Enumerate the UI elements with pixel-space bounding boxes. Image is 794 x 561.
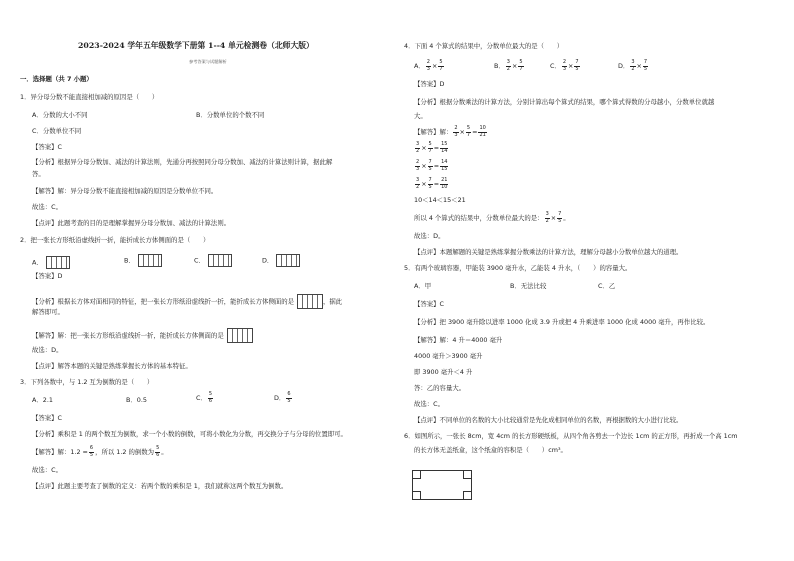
q1-option-a: A．分数的大小不同 <box>32 111 88 119</box>
q1-choose: 故选：C。 <box>32 203 63 211</box>
q3-solution: 【解答】解：1.2 = $\frac{6}{5}$ ，所以 1.2 的倒数为 $\frac{5}{6}$ 。 <box>32 445 168 458</box>
q2-answer: 【答案】D <box>32 272 63 280</box>
cut-corner <box>412 491 421 500</box>
q4-solution: 【解答】解： $\frac{2}{3}$ × $\frac{5}{7}$ = $\frac{10}{21}$ <box>414 125 486 138</box>
q6-stem-cont: 的长方体无盖纸盒，这个纸盒的容积是（ ）cm³。 <box>414 446 567 454</box>
q3-comment: 【点评】此题主要考查了倒数的定义：若两个数的乘积是 1，我们就称这两个数互为倒数。 <box>32 482 288 490</box>
cut-corner <box>463 491 472 500</box>
q3-option-d: D． $\frac{6}{5}$ <box>274 391 291 404</box>
folded-paper-icon-analysis <box>297 294 323 309</box>
q5-stem: 5．有两个玻璃容器，甲能装 3900 毫升水，乙能装 4 升水，（ ）的容量大。 <box>404 264 632 272</box>
q3-option-b: B．0.5 <box>126 396 147 404</box>
cut-corner <box>412 470 421 479</box>
cut-corner <box>463 470 472 479</box>
q2-option-d: D． <box>262 254 300 267</box>
q2-option-a: A． <box>32 256 70 269</box>
q2-analysis: 【分析】根据长方体对面相同的特征，把一张长方形纸沿虚线折一折，能折成长方体侧面的是 ，据此 <box>32 294 342 309</box>
q1-solution: 【解答】解：异分母分数不能直接相加减的原因是分数单位不同。 <box>32 187 218 195</box>
q4-analysis-cont: 大。 <box>414 112 427 120</box>
q1-option-c: C．分数单位不同 <box>32 127 82 135</box>
q6-stem: 6．如图所示，一张长 8cm，宽 4cm 的长方形硬纸板，从四个角各剪去一个边长 1cm 的正方形，再折成一个高 1cm <box>404 432 738 440</box>
q4-choose: 故选：D。 <box>414 232 445 240</box>
q5-option-a: A．甲 <box>414 282 432 290</box>
q3-option-a: A．2.1 <box>32 396 53 404</box>
cardboard-figure <box>412 470 472 500</box>
q1-analysis-cont: 答。 <box>32 170 45 178</box>
q1-analysis: 【分析】根据异分母分数加、减法的计算法则，先通分再按照同分母分数加、减法的计算法则计算，据此解 <box>32 158 333 166</box>
q5-comment: 【点评】不同单位的名数的大小比较通常是先化成相同单位的名数，再根据数的大小进行比较。 <box>414 416 683 424</box>
q5-step-2: 4000 毫升＞3900 毫升 <box>414 352 483 360</box>
section-heading: 一．选择题（共 7 小题） <box>20 75 93 83</box>
folded-paper-icon-d <box>276 254 300 267</box>
document-title: 2023-2024 学年五年级数学下册第 1--4 单元检测卷（北师大版） <box>78 41 314 50</box>
q1-option-b: B．分数单位的个数不同 <box>196 111 265 119</box>
q4-line-b: $\frac{3}{2}$ × $\frac{5}{7}$ = $\frac{15}{14}$ <box>416 141 448 154</box>
left-column <box>14 0 394 561</box>
q4-option-a: A． $\frac{2}{3}$ × $\frac{5}{7}$ <box>414 59 443 72</box>
q4-line-c: $\frac{2}{3}$ × $\frac{7}{5}$ = $\frac{14}{15}$ <box>416 159 448 172</box>
q2-solution: 【解答】解：把一张长方形纸沿虚线折一折，能折成长方体侧面的是 <box>32 328 253 343</box>
q4-option-b: B． $\frac{3}{2}$ × $\frac{5}{7}$ <box>494 59 523 72</box>
document-subtitle: 参考答案与试题解析 <box>189 59 227 64</box>
q5-solution: 【解答】解：4 升＝4000 毫升 <box>414 336 503 344</box>
q5-answer: 【答案】C <box>414 300 445 308</box>
q2-option-c: C． <box>194 254 232 267</box>
q4-option-d: D． $\frac{3}{2}$ × $\frac{7}{5}$ <box>618 59 648 72</box>
q4-compare: 10＜14＜15＜21 <box>414 196 466 204</box>
q5-option-b: B．无法比较 <box>510 282 547 290</box>
q3-choose: 故选：C。 <box>32 466 63 474</box>
q4-analysis: 【分析】根据分数乘法的计算方法，分别计算出每个算式的结果，哪个算式得数的分母越小，分数单位就越 <box>414 98 715 106</box>
q1-comment: 【点评】此题考查的目的是理解掌握异分母分数加、减法的计算法则。 <box>32 219 231 227</box>
q2-stem: 2．把一张长方形纸沿虚线折一折，能折成长方体侧面的是（ ） <box>20 236 210 244</box>
q5-option-c: C．乙 <box>598 282 616 290</box>
q4-conclusion: 所以 4 个算式的结果中，分数单位最大的是： $\frac{3}{2}$ × $\frac{7}{5}$ 。 <box>414 211 570 224</box>
folded-paper-icon-c <box>208 254 232 267</box>
q3-stem: 3．下列各数中，与 1.2 互为倒数的是（ ） <box>20 378 154 386</box>
q5-step-4: 答：乙的容量大。 <box>414 384 466 392</box>
q4-comment: 【点评】本题解题的关键是熟练掌握分数乘法的计算方法，理解分母越小分数单位越大的道理。 <box>414 248 683 256</box>
q5-analysis: 【分析】把 3900 毫升除以进率 1000 化成 3.9 升或把 4 升乘进率 1000 化成 4000 毫升，再作比较。 <box>414 318 710 326</box>
folded-paper-icon-a <box>46 256 70 269</box>
q4-answer: 【答案】D <box>414 80 445 88</box>
q2-analysis-cont: 解答即可。 <box>32 308 64 316</box>
q1-stem: 1．异分母分数不能直接相加减的原因是（ ） <box>20 93 159 101</box>
q2-comment: 【点评】解答本题的关键是熟练掌握长方体的基本特征。 <box>32 362 192 370</box>
q1-answer: 【答案】C <box>32 143 63 151</box>
q3-option-c: C． $\frac{5}{6}$ <box>196 391 213 404</box>
folded-paper-icon-b <box>138 254 162 267</box>
q5-step-3: 即 3900 毫升＜4 升 <box>414 368 473 376</box>
q3-answer: 【答案】C <box>32 414 63 422</box>
q2-choose: 故选：D。 <box>32 346 63 354</box>
right-column <box>400 0 780 561</box>
q4-option-c: C． $\frac{2}{3}$ × $\frac{7}{5}$ <box>550 59 579 72</box>
q3-analysis: 【分析】乘积是 1 的两个数互为倒数，求一个小数的倒数，可将小数化为分数，再交换分子与分母的位置即可。 <box>32 430 347 438</box>
q4-line-d: $\frac{3}{2}$ × $\frac{7}{5}$ = $\frac{21}{10}$ <box>416 177 448 190</box>
folded-paper-icon-solution <box>227 328 253 343</box>
q2-option-b: B． <box>124 254 162 267</box>
q4-stem: 4．下面 4 个算式的结果中，分数单位最大的是（ ） <box>404 42 564 50</box>
q5-choose: 故选：C。 <box>414 400 445 408</box>
